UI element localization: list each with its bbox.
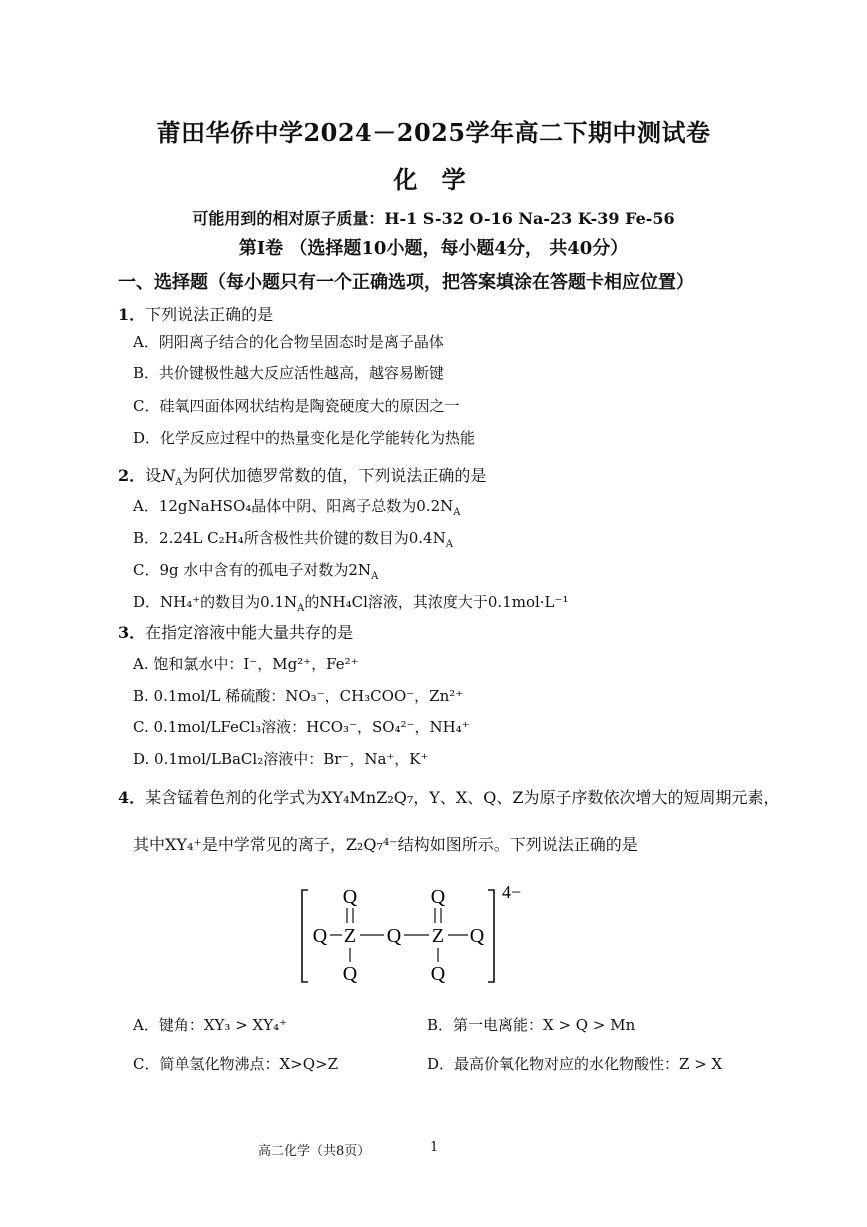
part-heading: 第Ⅰ卷 （选择题10小题，每小题4分， 共40分） [238, 238, 629, 259]
na-sub: A [297, 603, 305, 614]
question-number: 3． [118, 623, 146, 642]
q1-option-b: B．共价键极性越大反应活性越高，越容易断键 [133, 364, 445, 382]
atom-q-top-right: Q [430, 886, 446, 908]
z2q7-structure-diagram [290, 870, 550, 995]
na-sub: A [371, 571, 379, 582]
atom-z-left: Z [343, 925, 357, 947]
na-sub: A [445, 539, 453, 550]
q2-option-d [133, 591, 568, 614]
q3-option-a: A. 饱和氯水中：I⁻，Mg²⁺，Fe²⁺ [133, 655, 359, 673]
question-4 [118, 785, 779, 808]
question-number: 4． [118, 788, 146, 807]
question-1 [118, 302, 273, 325]
subject-title: 化 学 [393, 165, 474, 194]
q2-stem-a: 设 [145, 466, 162, 485]
q2-option-a [133, 495, 460, 518]
left-bracket [302, 890, 308, 982]
q3-option-d: D. 0.1mol/LBaCl₂溶液中：Br⁻，Na⁺，K⁺ [133, 750, 429, 768]
question-2 [118, 463, 486, 488]
q2-na: N [161, 466, 176, 485]
q2-option-a-text: A．12gNaHSO₄晶体中阴、阳离子总数为0.2N [133, 497, 454, 515]
q2-option-b-text: B．2.24L C₂H₄所含极性共价键的数目为0.4N [133, 529, 446, 547]
na-sub: A [453, 507, 461, 518]
q2-option-d-text-a: D．NH₄⁺的数目为0.1N [133, 593, 298, 611]
question-number: 1． [118, 305, 146, 324]
atom-z-right: Z [431, 925, 445, 947]
atom-q-top-left: Q [342, 886, 358, 908]
atom-q-bridge: Q [386, 925, 402, 947]
question-stem: 在指定溶液中能大量共存的是 [145, 623, 354, 642]
atom-q-bottom-left: Q [342, 963, 358, 985]
section-heading: 一、选择题（每小题只有一个正确选项，把答案填涂在答题卡相应位置） [118, 272, 694, 293]
q4-option-c: C．简单氢化物沸点：X>Q>Z [133, 1055, 339, 1073]
q1-option-a: A．阴阳离子结合的化合物呈固态时是离子晶体 [133, 333, 444, 351]
q3-option-b: B. 0.1mol/L 稀硫酸：NO₃⁻，CH₃COO⁻，Zn²⁺ [133, 687, 464, 705]
right-bracket [488, 890, 494, 982]
exam-title: 莆田华侨中学2024－2025学年高二下期中测试卷 [156, 118, 711, 147]
question-number: 2． [118, 466, 146, 485]
q2-option-b [133, 527, 453, 550]
q1-option-c: C．硅氧四面体网状结构是陶瓷硬度大的原因之一 [133, 397, 460, 415]
q4-option-a: A．键角：XY₃ > XY₄⁺ [133, 1016, 288, 1034]
q3-option-c: C. 0.1mol/LFeCl₃溶液：HCO₃⁻，SO₄²⁻，NH₄⁺ [133, 718, 470, 736]
atom-q-right: Q [469, 925, 485, 947]
atom-q-bottom-right: Q [430, 963, 446, 985]
q4-option-b: B．第一电离能：X > Q > Mn [427, 1016, 636, 1034]
atomic-masses: 可能用到的相对原子质量：H-1 S-32 O-16 Na-23 K-39 Fe-56 [192, 209, 675, 228]
question-stem: 下列说法正确的是 [145, 305, 274, 324]
question-3 [118, 620, 353, 643]
q2-option-d-text-b: 的NH₄Cl溶液，其浓度大于0.1mol·L⁻¹ [304, 593, 569, 611]
atom-q-left: Q [312, 925, 328, 947]
q2-stem-b: 为阿伏加德罗常数的值，下列说法正确的是 [182, 466, 487, 485]
q2-option-c [133, 559, 378, 582]
q2-na-sub: A [175, 477, 183, 489]
q1-option-d: D．化学反应过程中的热量变化是化学能转化为热能 [133, 429, 476, 447]
q4-line1: 某含锰着色剂的化学式为XY₄MnZ₂Q₇，Y、X、Q、Z为原子序数依次增大的短周期元素， [145, 788, 780, 807]
q4-option-d: D．最高价氧化物对应的水化物酸性：Z > X [427, 1055, 723, 1073]
q2-option-c-text: C．9g 水中含有的孤电子对数为2N [133, 561, 372, 579]
ion-charge: 4− [502, 882, 522, 902]
page-footer: 高二化学（共8页） [258, 1144, 371, 1159]
page-number: 1 [430, 1140, 439, 1155]
q4-line2: 其中XY₄⁺是中学常见的离子，Z₂Q₇⁴⁻结构如图所示。下列说法正确的是 [133, 835, 638, 854]
